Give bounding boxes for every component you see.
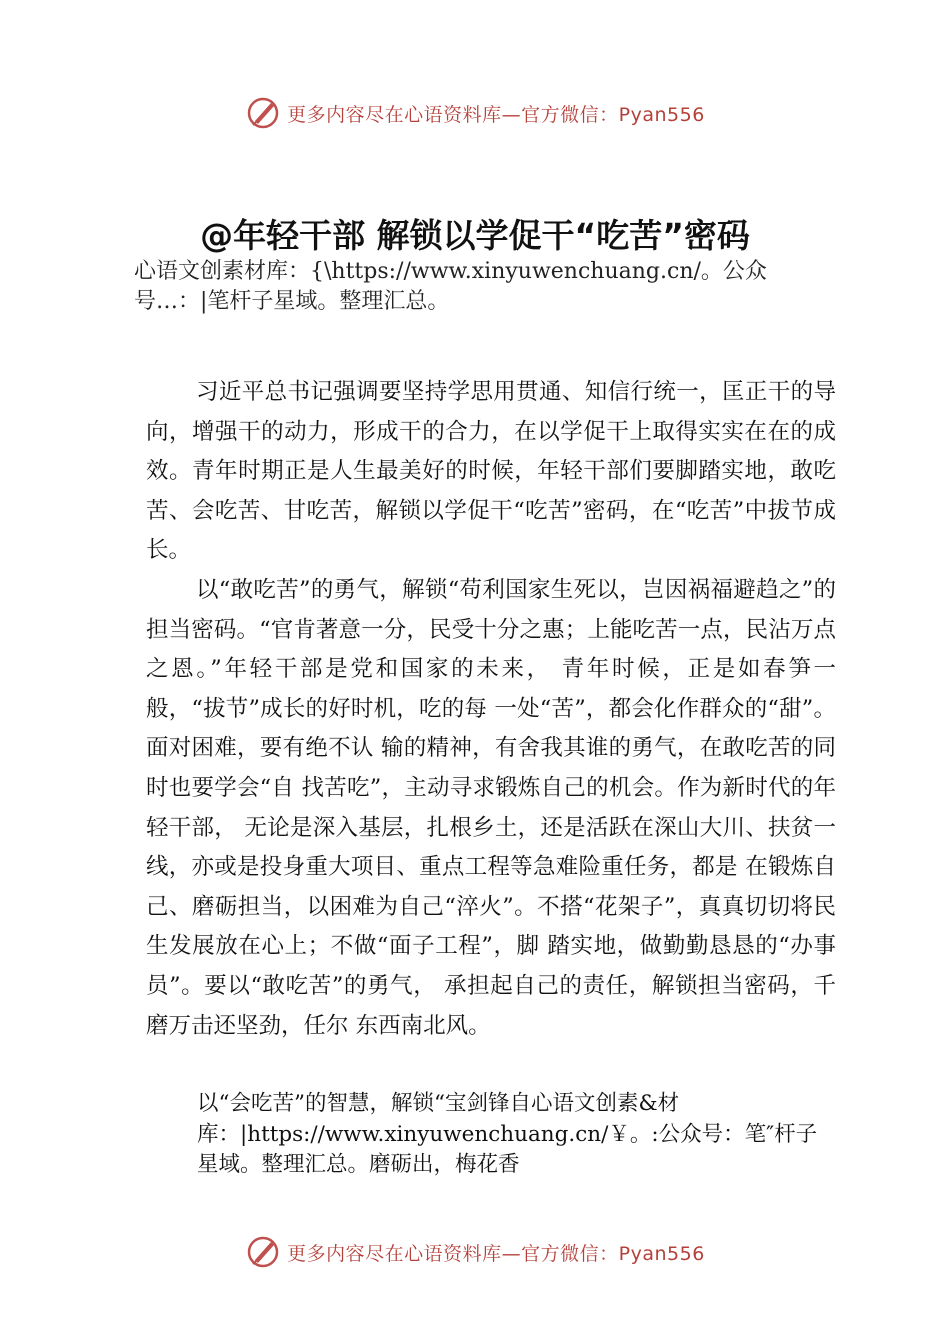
source-note: 心语文创素材库：{\https://www.xinyuwenchuang.cn/。公众号…：|笔杆子星域。整理汇总。 bbox=[134, 259, 767, 314]
footer-banner bbox=[0, 1232, 950, 1272]
page-title: @年轻干部 解锁以学促干“吃苦”密码 bbox=[200, 216, 750, 255]
paragraph-3: 以“会吃苦”的智慧，解锁“宝剑锋自心语文创素&材库：|https://www.xinyuwenchuang.cn/￥。:公众号：笔″杆子星域。整理汇总。磨砺出，梅花香 bbox=[197, 1091, 818, 1177]
header-banner bbox=[0, 93, 950, 133]
paragraph-2: 以“敢吃苦”的勇气，解锁“苟利国家生死以，岂因祸福避趋之”的担当密码。“官肯著意一分，民受十分之惠；上能吃苦一点，民沾万点之恩。”年轻干部是党和国家的未来， 青年时候，正是如春笋一般，“拔节”成长的好时机，吃的每 一处“苦”，都会化作群众的“甜”。面对困难，要有绝不认 输的精神，有舍我其谁的勇气，在敢吃苦的同时也要学会“自 找苦吃”，主动寻求锻炼自己的机会。作为新时代的年轻干部， 无论是深入基层，扎根乡土，还是活跃在深山大川、扶贫一 线，亦或是投身重大项目、重点工程等急难险重任务，都是 在锻炼自己、磨砺担当，以困难为自己“淬火”。不搭“花架子”，真真切切将民生发展放在心上；不做“面子工程”，脚 踏实地，做勤勤恳恳的“办事员”。要以“敢吃苦”的勇气， 承担起自己的责任，解锁担当密码，千磨万击还坚劲，任尔 东西南北风。 bbox=[146, 577, 836, 1039]
banner-text: 更多内容尽在心语资料库—官方微信：Pyan556 bbox=[287, 1242, 705, 1265]
pen-logo-icon bbox=[245, 1234, 281, 1270]
banner-text: 更多内容尽在心语资料库—官方微信：Pyan556 bbox=[287, 103, 705, 126]
paragraph-1: 习近平总书记强调要坚持学思用贯通、知信行统一，匡正干的导向，增强干的动力，形成干的合力，在以学促干上取得实实在在的成效。青年时期正是人生最美好的时候，年轻干部们要脚踏实地，敢吃苦、会吃苦、甘吃苦，解锁以学促干“吃苦”密码，在“吃苦”中拔节成长。 bbox=[146, 379, 836, 564]
pen-logo-icon bbox=[245, 95, 281, 131]
